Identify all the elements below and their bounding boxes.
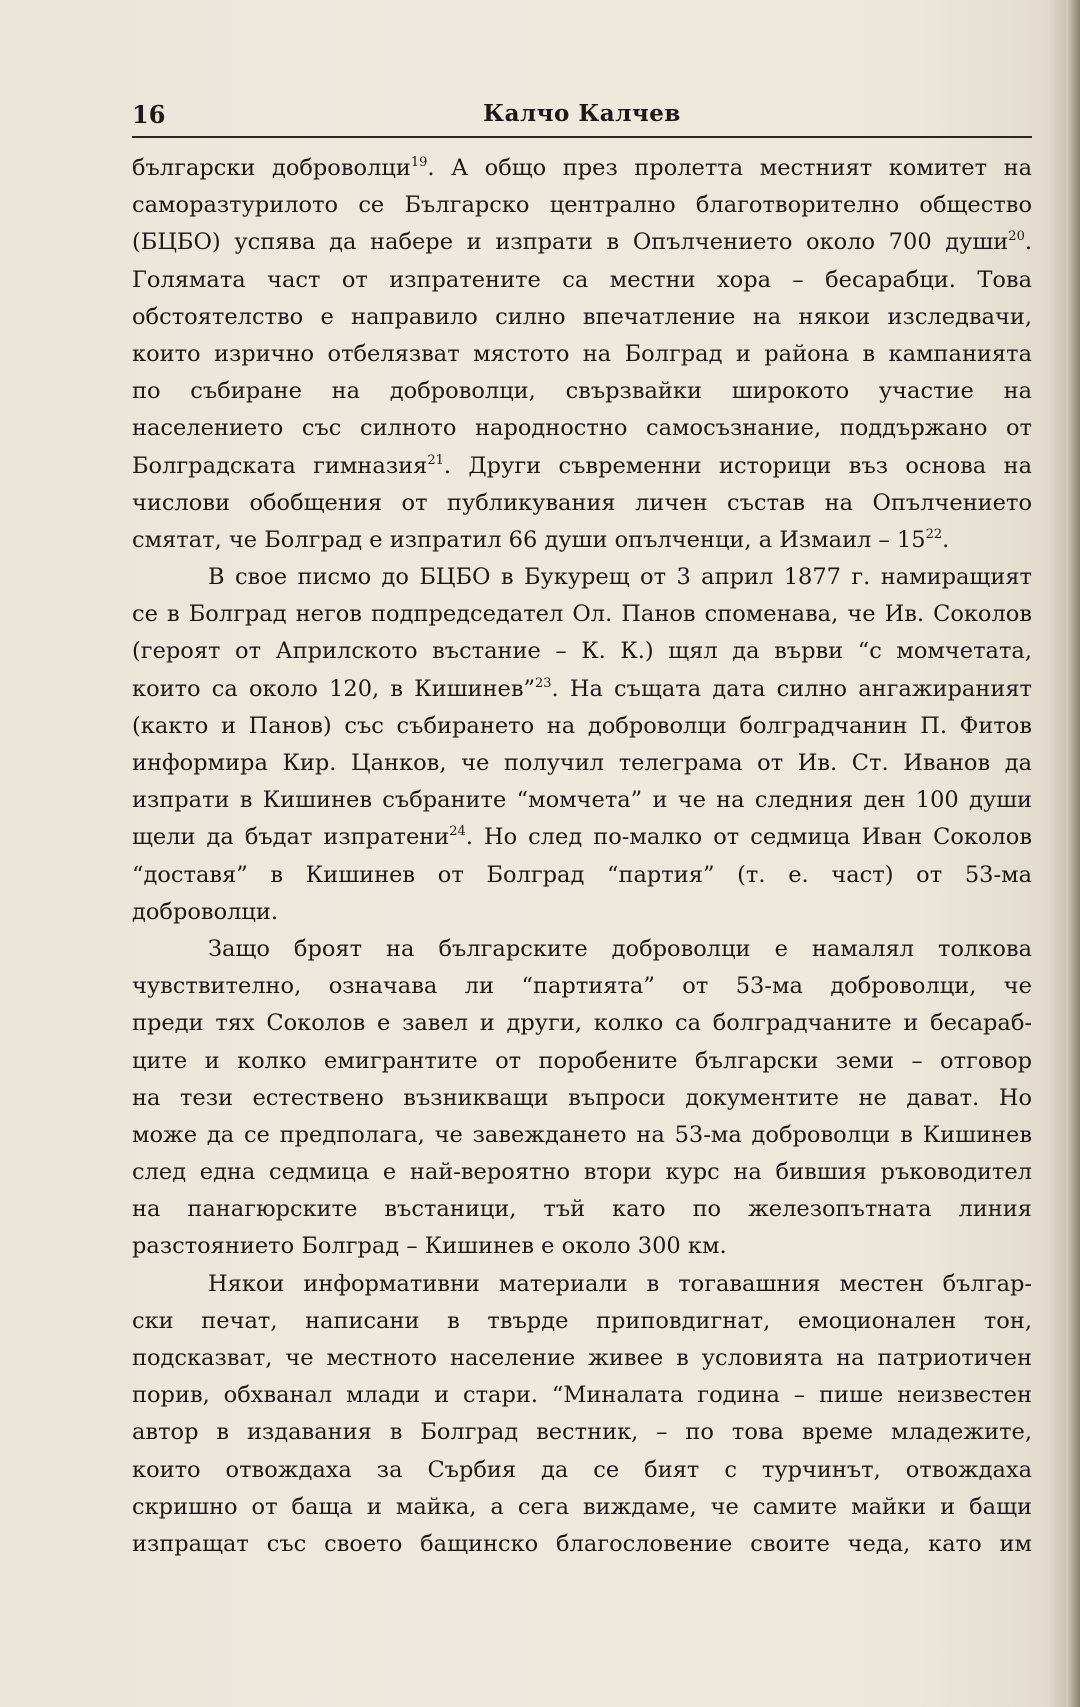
line-text: които отвождаха за Сърбия да се бият с турчинът, отвождаха [132,1456,1032,1483]
text-line [132,262,1032,299]
line-text: щели да бъдат изпратени [132,824,450,851]
line-text: скришно от баща и майка, а сега виждаме, че самите майки и бащи [132,1493,1032,1520]
text-line [132,150,1032,187]
line-text: (БЦБО) успява да набере и изпрати в Опълчението около 700 души [132,229,1009,256]
text-line [132,299,1032,336]
line-text: Някои информативни материали в тогавашния местен българ- [208,1270,1032,1297]
text-line [132,187,1032,224]
line-text: “доставя” в Кишинев от Болград “партия” (т. е. част) от 53-ма [132,861,1032,888]
line-text: български доброволци [132,155,411,181]
text-line [132,1489,1032,1526]
line-text: които са около 120, в Кишинев” [132,675,535,702]
text-line [132,596,1032,633]
line-text: по събиране на доброволци, свързвайки широкото участие на [132,378,1032,405]
line-text: (както и Панов) със събирането на доброволци болградчанин П. Фитов [132,712,1032,739]
text-line [132,671,1032,708]
line-text: на панагюрските въстаници, тъй като по железопътната линия [132,1196,1032,1223]
text-line [132,745,1032,782]
text-line [132,1303,1032,1340]
line-text: подсказват, че местното население живее в условията на патриотичен [132,1345,1032,1371]
line-text: които изрично отбелязват мястото на Болград и района в кампанията [132,340,1032,367]
text-line [132,1266,1032,1303]
line-text-tail: . [942,526,950,553]
text-line [132,410,1032,447]
line-text: може да се предполага, че завеждането на 53-ма доброволци в Кишинев [132,1121,1032,1148]
line-text: доброволци. [132,898,279,925]
text-line [132,1117,1032,1154]
line-text: след една седмица е най-вероятно втори курс на бившия ръководител [132,1159,1032,1186]
line-text-tail: . На същата дата силно ангажираният [551,675,1032,702]
line-text: на тези естествено възникващи въпроси документите не дават. Но [132,1084,1032,1111]
line-text: автор в издавания в Болград вестник, – по това време младежите, [132,1419,1032,1446]
text-line [132,1340,1032,1377]
footnote-ref: 21 [427,452,444,468]
line-text: Голямата част от изпратените са местни хора – бесарабци. Това [132,266,1032,293]
line-text-tail: . Но след по-малко от седмица Иван Соколов [465,824,1032,851]
line-text: изпрати в Кишинев събраните “момчета” и че на следния ден 100 души [132,787,1032,814]
text-line [132,968,1032,1005]
line-text: чувствително, означава ли “партията” от 53-ма доброволци, че [132,973,1032,1000]
text-line [132,1228,1032,1265]
text-line [132,819,1032,856]
line-text-tail: . А общо през пролетта местният комитет на [427,155,1032,181]
text-line [132,894,1032,931]
text-line [132,708,1032,745]
line-text: ците и колко емигрантите от поробените български земи – отговор [132,1047,1032,1074]
page-header [132,96,1032,138]
text-line [132,1154,1032,1191]
text-line [132,224,1032,261]
text-line [132,1452,1032,1489]
text-line [132,633,1032,670]
text-line [132,782,1032,819]
text-line [132,931,1032,968]
text-line [132,1377,1032,1414]
line-text: населението със силното народностно самосъзнание, поддържано от [132,415,1032,442]
footnote-ref: 23 [535,675,552,691]
line-text: ски печат, написани в твърде приповдигнат, емоционален тон, [132,1307,1032,1334]
body-text [132,150,1032,1563]
text-line [132,336,1032,373]
text-line [132,1043,1032,1080]
text-line [132,1191,1032,1228]
line-text: числови обобщения от публикувания личен състав на Опълчението [132,489,1032,516]
text-line [132,1414,1032,1451]
line-text: се в Болград негов подпредседател Ол. Панов споменава, че Ив. Соколов [132,601,1032,628]
line-text-tail: . [1024,229,1032,256]
page-edge [1066,0,1080,1707]
line-text: (героят от Априлското въстание – К. К.) щял да върви “с момчетата, [132,638,1032,665]
line-text: саморазтурилото се Българско централно благотворително общество [132,192,1032,219]
text-line [132,448,1032,485]
line-text: Защо броят на българските доброволци е намалял толкова [208,935,1032,962]
line-text: преди тях Соколов е завел и други, колко са болградчаните и бесараб- [132,1010,1032,1037]
line-text: разстоянието Болград – Кишинев е около 300 км. [132,1233,727,1260]
text-line [132,559,1032,596]
text-line [132,857,1032,894]
line-text: В свое писмо до БЦБО в Букурещ от 3 април 1877 г. намиращият [208,564,1032,591]
text-line [132,485,1032,522]
line-text: изпращат със своето бащинско благословение своите чеда, като им [132,1530,1032,1557]
line-text: смятат, че Болград е изпратил 66 души опълченци, а Измаил – 15 [132,526,926,553]
text-line [132,1526,1032,1563]
text-line [132,373,1032,410]
running-head: Калчо Калчев [483,100,681,127]
footnote-ref: 24 [449,824,466,840]
footnote-ref: 22 [925,526,943,542]
line-text: информира Кир. Цанков, че получил телеграма от Ив. Ст. Иванов да [132,750,1032,776]
text-line [132,522,1032,559]
footnote-ref: 19 [410,155,428,170]
line-text: обстоятелство е направило силно впечатление на някои изследвачи, [132,303,1032,330]
footnote-ref: 20 [1008,229,1025,245]
line-text: Болградската гимназия [132,452,428,479]
line-text-tail: . Други съвременни историци въз основа на [443,452,1032,479]
page-number: 16 [132,100,166,129]
text-line [132,1080,1032,1117]
text-line [132,1005,1032,1042]
line-text: порив, обхванал млади и стари. “Миналата година – пише неизвестен [132,1382,1032,1409]
